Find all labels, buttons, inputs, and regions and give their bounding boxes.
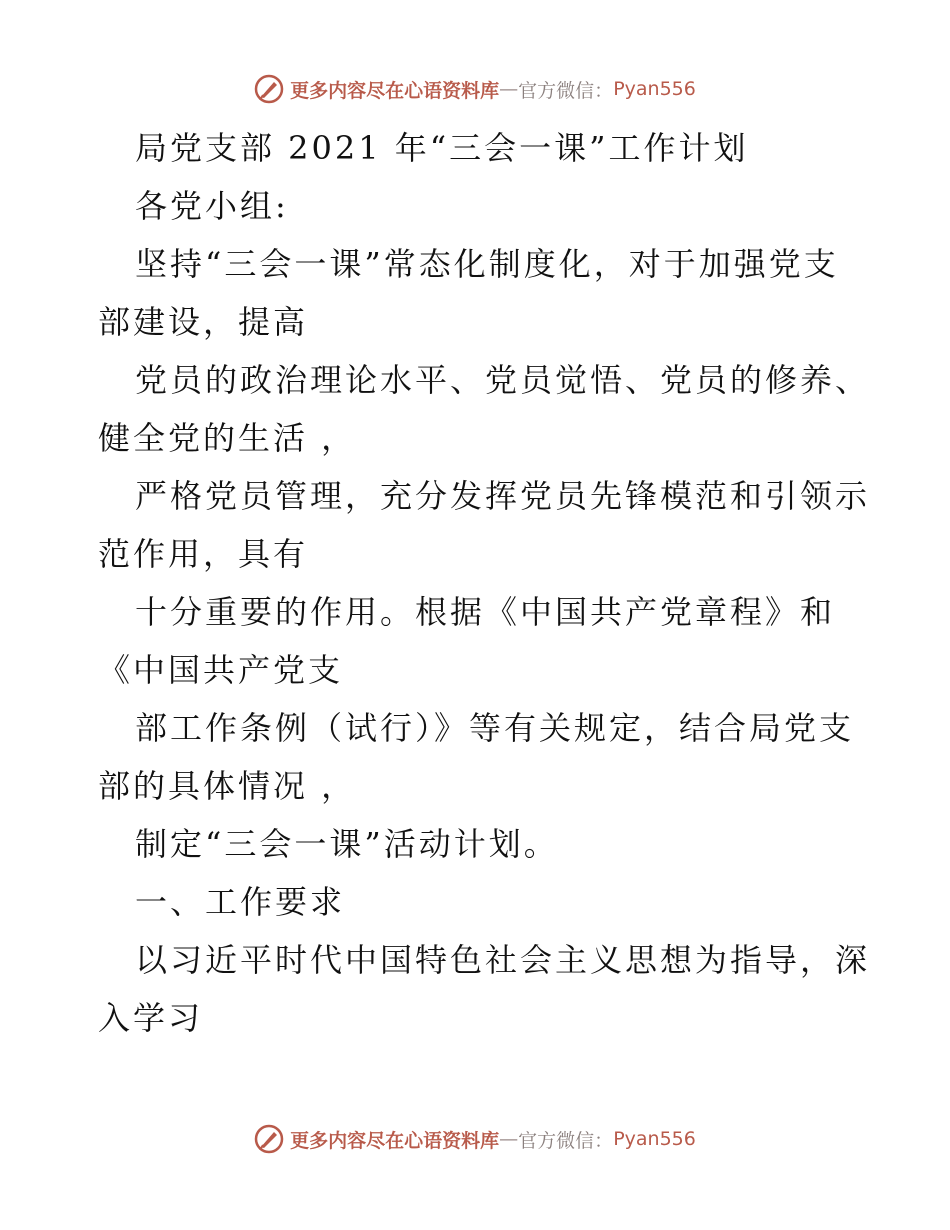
paragraph-line: 严格党员管理，充分发挥党员先锋模范和引领示 xyxy=(135,477,871,515)
watermark-brand-text: 更多内容尽在心语资料库 xyxy=(290,79,500,102)
paragraph-line: 制定“三会一课”活动计划。 xyxy=(135,825,559,863)
header-watermark xyxy=(0,74,950,104)
paragraph-line: 《中国共产党支 xyxy=(98,651,344,689)
paragraph-line: 部的具体情况 ， xyxy=(98,767,357,805)
salutation: 各党小组: xyxy=(135,187,289,225)
paragraph-line: 以习近平时代中国特色社会主义思想为指导，深 xyxy=(135,941,871,979)
paragraph-line: 部建设，提高 xyxy=(98,303,309,341)
watermark-wechat-id: Pyan556 xyxy=(613,78,696,100)
footer-watermark xyxy=(0,1124,950,1154)
watermark-wechat-label: 官方微信： xyxy=(518,1129,614,1152)
watermark-wechat-id: Pyan556 xyxy=(613,1128,696,1150)
feather-pen-logo-icon xyxy=(254,74,284,104)
paragraph-line: 坚持“三会一课”常态化制度化，对于加强党支 xyxy=(135,245,839,283)
paragraph-line: 入学习 xyxy=(98,999,204,1037)
section-heading: 一、工作要求 xyxy=(135,883,346,921)
watermark-separator: — xyxy=(499,78,519,100)
watermark-separator: — xyxy=(499,1128,519,1150)
watermark-wechat-label: 官方微信： xyxy=(518,79,614,102)
feather-pen-logo-icon xyxy=(254,1124,284,1154)
document-title: 局党支部 2021 年“三会一课”工作计划 xyxy=(135,129,749,167)
paragraph-line: 健全党的生活 ， xyxy=(98,419,357,457)
paragraph-line: 党员的政治理论水平、党员觉悟、党员的修养、 xyxy=(135,361,871,399)
paragraph-line: 范作用，具有 xyxy=(98,535,309,573)
paragraph-line: 十分重要的作用。根据《中国共产党章程》和 xyxy=(135,593,836,631)
watermark-brand-text: 更多内容尽在心语资料库 xyxy=(290,1129,500,1152)
paragraph-line: 部工作条例（试行）》等有关规定，结合局党支 xyxy=(135,709,855,747)
